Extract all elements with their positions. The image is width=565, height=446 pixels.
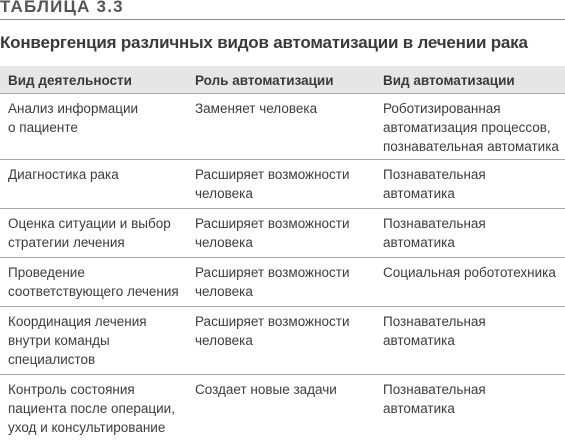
cell-activity: Контроль состояния пациента после операции, уход и консультирование	[8, 382, 175, 435]
table-header-row	[0, 66, 565, 94]
cell-activity: Координация лечения внутри команды специалистов	[8, 314, 147, 367]
table-row	[0, 375, 565, 443]
table-row	[0, 307, 565, 375]
cell-activity: Анализ информации о пациенте	[8, 101, 139, 135]
table-row	[0, 258, 565, 307]
column-header-role: Роль автоматизации	[195, 73, 334, 88]
cell-role: Расширяет возможности человека	[195, 314, 350, 348]
cell-type: Социальная робототехника	[383, 265, 556, 280]
cell-type: Познавательная автоматика	[383, 216, 486, 250]
cell-type: Роботизированная автоматизация процессов, познавательная автоматика	[383, 101, 559, 154]
table-title: Конвергенция различных видов автоматизации в лечении рака	[0, 33, 528, 52]
top-divider	[0, 19, 565, 20]
cell-type: Познавательная автоматика	[383, 382, 486, 416]
column-header-type: Вид автоматизации	[383, 73, 515, 88]
cell-role: Расширяет возможности человека	[195, 265, 350, 299]
column-header-activity: Вид деятельности	[8, 73, 132, 88]
cell-activity: Диагностика рака	[8, 167, 119, 182]
cell-activity: Проведение соответствующего лечения	[8, 265, 179, 299]
cell-role: Расширяет возможности человека	[195, 167, 350, 201]
table-row	[0, 94, 565, 160]
cell-activity: Оценка ситуации и выбор стратегии лечения	[8, 216, 171, 250]
cell-role: Создает новые задачи	[195, 382, 337, 397]
cell-type: Познавательная автоматика	[383, 167, 486, 201]
table-row	[0, 160, 565, 209]
table-row	[0, 209, 565, 258]
table-label: ТАБЛИЦА 3.3	[0, 0, 124, 16]
cell-role: Расширяет возможности человека	[195, 216, 350, 250]
data-table	[0, 66, 565, 443]
cell-type: Познавательная автоматика	[383, 314, 486, 348]
cell-role: Заменяет человека	[195, 101, 318, 116]
